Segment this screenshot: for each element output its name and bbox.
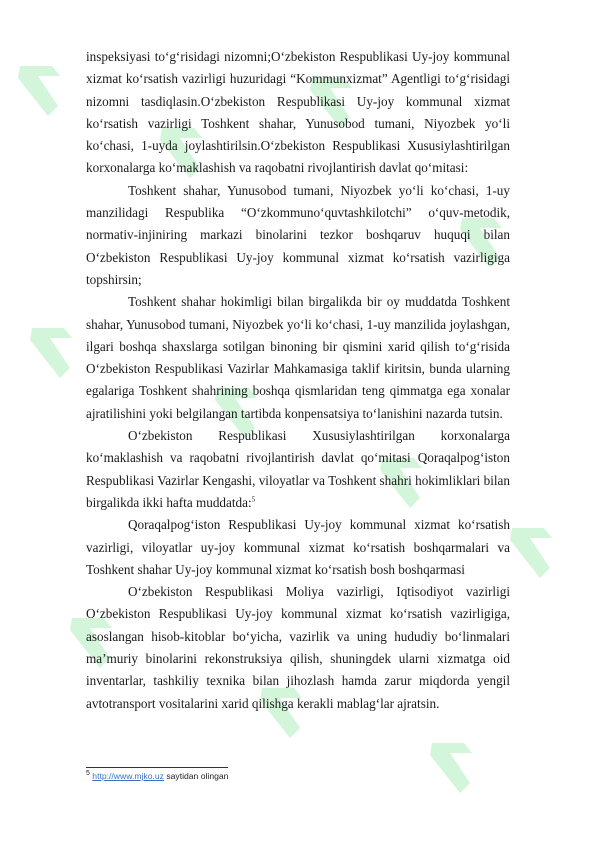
paragraph-text: O‘zbekiston Respublikasi Xususiylashtirilgan korxonalarga ko‘maklashish va raqobatni rivojlantirish davlat qo‘mitasi Qoraqalpog‘iston Respublikasi Vazirlar Kengashi, viloyatlar va Toshkent shahri hokimliklari bilan birgalikda ikki hafta muddatda:: [86, 428, 510, 510]
footnote-link[interactable]: http://www.mjko.uz: [92, 771, 164, 781]
footnote-reference[interactable]: 5: [251, 495, 256, 504]
paragraph: Toshkent shahar, Yunusobod tumani, Niyozbek yo‘li ko‘chasi, 1-uy manzilidagi Respublika “O‘zkommuno‘quvtashkilotchi” o‘quv-metodik, normativ-injiniring markazi binolarini tezkor boshqaruv huquqi bilan O‘zbekiston Respublikasi Uy-joy kommunal xizmat ko‘rsatish vazirligiga topshirsin;: [86, 182, 510, 287]
paragraph: Toshkent shahar hokimligi bilan birgalikda bir oy muddatda Toshkent shahar, Yunusobod tumani, Niyozbek yo‘li ko‘chasi, 1-uy manzilida joylashgan, ilgari boshqa shaxslarga sotilgan binoning bir qismini xarid qilish to‘g‘risida O‘zbekiston Respublikasi Vazirlar Mahkamasiga taklif kiritsin, bunda ularning egalariga Toshkent shahrining boshqa qismlaridan teng qimmatga ega xonalar ajratilishini yoki belgilangan tartibda konpensatsiya to‘lanishini nazarda tutsin.: [86, 294, 510, 421]
footnote-divider: [86, 767, 228, 768]
body-text: [86, 46, 510, 715]
footnote: [86, 771, 228, 781]
footnote-number: 5: [86, 770, 90, 778]
footnote-text: saytidan olingan: [163, 771, 229, 781]
paragraph-with-footnote: [86, 425, 510, 514]
watermark-logo-icon: [20, 320, 84, 384]
paragraph: Qoraqalpog‘iston Respublikasi Uy-joy kommunal xizmat ko‘rsatish vazirligi, viloyatlar uy-joy kommunal xizmat ko‘rsatish boshqarmalari va Toshkent shahar Uy-joy kommunal xizmat ko‘rsatish bosh boshqarmasi: [86, 517, 510, 577]
watermark-logo-icon: [8, 58, 72, 122]
paragraph: inspeksiyasi to‘g‘risidagi nizomni;O‘zbekiston Respublikasi Uy-joy kommunal xizmat ko‘rsatish vazirligi huzuridagi “Kommunxizmat” Agentligi to‘g‘risidagi nizomni tasdiqlasin.O‘zbekiston Respublikasi Uy-joy kommunal xizmat ko‘rsatish vazirligi Toshkent shahar, Yunusobod tumani, Niyozbek yo‘li ko‘chasi, 1-uyda joylashtirilsin.O‘zbekiston Respublikasi Xususiylashtirilgan korxonalarga ko‘maklashish va raqobatni rivojlantirish davlat qo‘mitasi:: [86, 49, 510, 176]
watermark-logo-icon: [420, 735, 484, 799]
paragraph: O‘zbekiston Respublikasi Moliya vazirligi, Iqtisodiyot vazirligi O‘zbekiston Respublikasi Uy-joy kommunal xizmat ko‘rsatish vazirligiga, asoslangan hisob-kitoblar bo‘yicha, vazirlik va uning hududiy bo‘linmalari ma’muriy binolarini rekonstruksiya qilish, shuningdek ularni xizmatga oid inventarlar, tashkiliy texnika bilan jihozlash hamda zarur miqdorda yengil avtotransport vositalarini xarid qilishga kerakli mablag‘lar ajratsin.: [86, 584, 510, 711]
